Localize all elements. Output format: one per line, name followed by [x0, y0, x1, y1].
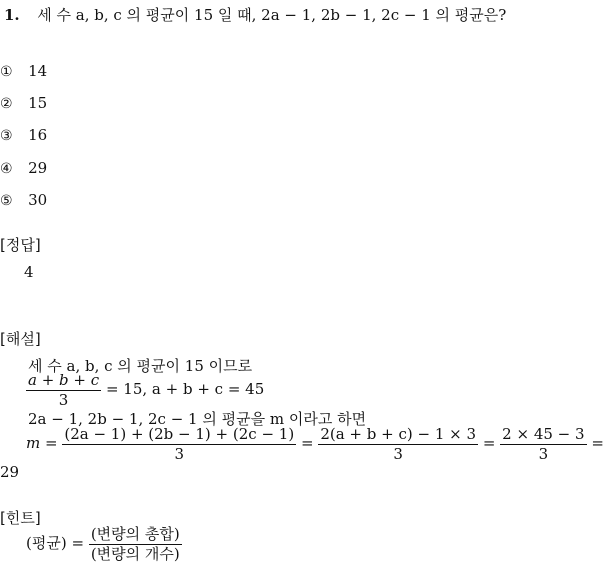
choice-marker: ②: [0, 96, 13, 112]
explanation-line-3: 2a − 1, 2b − 1, 2c − 1 의 평균을 m 이라고 하면: [28, 410, 367, 428]
choice-3[interactable]: [0, 126, 47, 144]
question-text: 세 수 a, b, c 의 평균이 15 일 때, 2a − 1, 2b − 1, 2c − 1 의 평균은?: [37, 6, 507, 24]
fraction-numerator: a + b + c: [28, 371, 100, 389]
choice-4[interactable]: [0, 159, 47, 177]
question-number: 1.: [4, 6, 20, 24]
answer-heading: [정답]: [0, 236, 41, 254]
fraction-numerator: (2a − 1) + (2b − 1) + (2c − 1): [64, 425, 295, 443]
fraction-denominator: 3: [174, 444, 185, 463]
fraction-denominator: 3: [58, 390, 69, 409]
explanation-heading: [해설]: [0, 330, 41, 348]
choice-marker: ③: [0, 128, 13, 144]
fraction: [500, 426, 586, 462]
fraction: [89, 526, 182, 562]
equals-sign: =: [300, 434, 314, 452]
fraction-denominator: 3: [538, 444, 549, 463]
choice-value: 15: [28, 94, 48, 112]
fraction-denominator: 3: [393, 444, 403, 463]
question-line: [4, 4, 506, 25]
fraction-numerator: 2(a + b + c) − 1 × 3: [320, 425, 477, 443]
fraction: [318, 426, 478, 462]
choice-value: 16: [28, 126, 48, 144]
choice-value: 29: [28, 159, 48, 177]
choice-marker: ①: [0, 64, 13, 80]
equals-sign: =: [591, 434, 604, 452]
equation-rest: = 15, a + b + c = 45: [105, 380, 265, 398]
fraction-denominator: (변량의 개수): [90, 544, 180, 563]
fraction-numerator: 2 × 45 − 3: [502, 425, 585, 443]
choice-2[interactable]: [0, 94, 47, 112]
explanation-equation-1: [26, 372, 264, 408]
equation-lhs: m =: [26, 434, 58, 452]
choice-marker: ⑤: [0, 193, 13, 209]
explanation-equation-2: [26, 426, 604, 462]
hint-heading: [힌트]: [0, 509, 41, 527]
equals-sign: =: [482, 434, 496, 452]
hint-lhs: (평균) =: [26, 534, 85, 552]
hint-formula: [26, 526, 182, 562]
choice-value: 14: [28, 62, 48, 80]
explanation-line-1: 세 수 a, b, c 의 평균이 15 이므로: [28, 357, 253, 375]
answer-value: 4: [24, 263, 34, 281]
fraction: [26, 372, 101, 408]
choice-5[interactable]: [0, 191, 47, 209]
choice-1[interactable]: [0, 62, 47, 80]
choice-value: 30: [28, 191, 48, 209]
fraction-numerator: (변량의 총합): [90, 525, 180, 543]
choice-marker: ④: [0, 161, 13, 177]
fraction: [62, 426, 296, 462]
explanation-result: 29: [0, 463, 20, 481]
